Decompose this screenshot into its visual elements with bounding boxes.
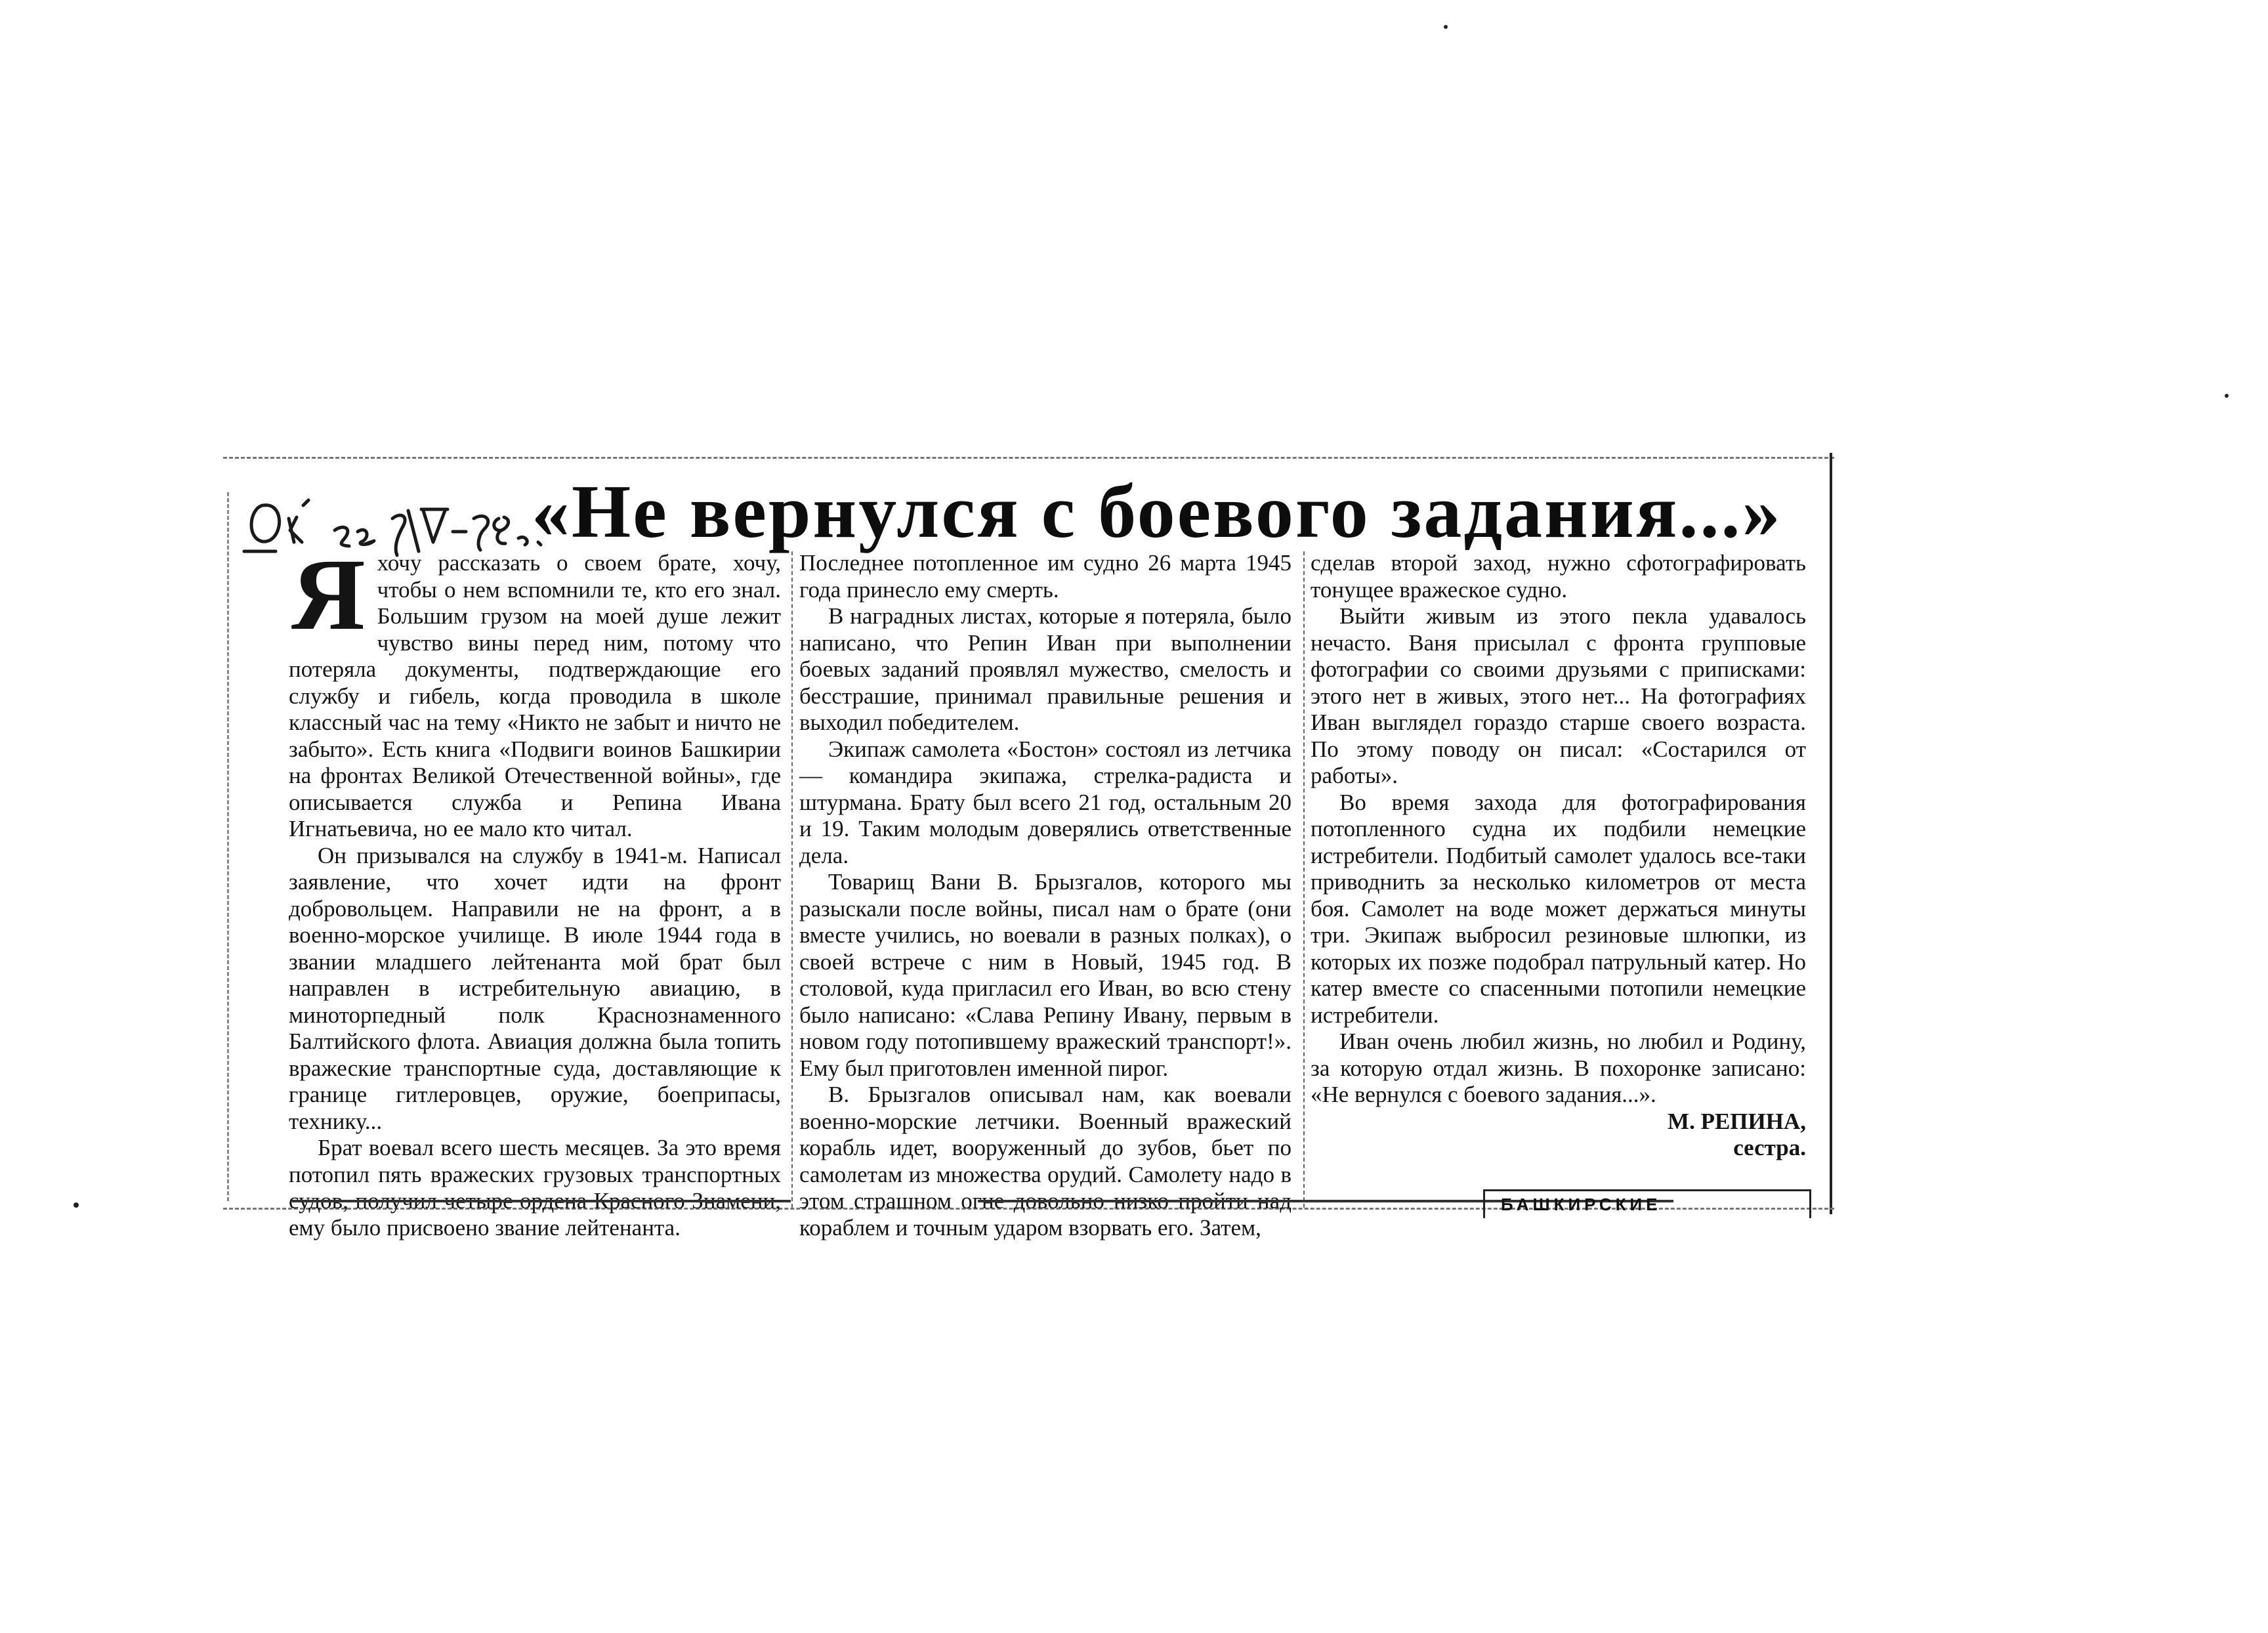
masthead-fragment: БАШКИРСКИЕ xyxy=(1483,1189,1811,1218)
scan-speck xyxy=(1444,25,1448,29)
drop-cap: Я xyxy=(291,538,366,651)
paragraph: Экипаж самолета «Бостон» состоял из летчика — командира экипажа, стрелка-радиста и штурмана. Брату был всего 21 год, остальным 20 и 19. Таким молодым доверялись ответственные дела. xyxy=(799,736,1292,868)
newspaper-clipping xyxy=(223,453,1838,1241)
paragraph: сделав второй заход, нужно сфотографировать тонущее вражеское судно. xyxy=(1311,550,1806,603)
clipping-right-edge xyxy=(1830,453,1832,1214)
column-separator xyxy=(791,551,793,1208)
article-column-2 xyxy=(799,550,1292,1241)
author-signature: М. РЕПИНА, xyxy=(1668,1108,1806,1134)
paragraph: Брат воевал всего шесть месяцев. За это время потопил пять вражеских грузовых транспортных судов, получил четыре ордена Красного Знамени, ему было присвоено звание лейтенанта. xyxy=(289,1135,781,1241)
bottom-rule xyxy=(292,1200,791,1202)
paragraph: Во время захода для фотографирования потопленного судна их подбили немецкие истребители. Подбитый самолет удалось все-таки приводнить за несколько километров от места боя. Самолет на воде может держаться минуты три. Экипаж выбросил резиновые шлюпки, из которых их позже подобрал патрульный катер. Но катер вместе со спасенными потопили немецкие истребители. xyxy=(1311,789,1806,1028)
paragraph: В. Брызгалов описывал нам, как воевали военно-морские летчики. Военный вражеский корабль идет, вооруженный до зубов, бьет по самолетам из множества орудий. Самолету надо в этом страшном огне довольно низко пройти над кораблем и точным ударом взорвать его. Затем, xyxy=(799,1082,1292,1241)
paragraph: Иван очень любил жизнь, но любил и Родину, за которую отдал жизнь. В похоронке записано: «Не вернулся с боевого задания...». xyxy=(1311,1029,1806,1107)
scan-speck xyxy=(2225,394,2229,398)
column-separator xyxy=(1303,551,1305,1208)
author-role: сестра. xyxy=(1733,1135,1806,1160)
paragraph: хочу рассказать о своем брате, хочу, чтобы о нем вспомнили те, кто его знал. Большим грузом на моей душе лежит чувство вины перед ним, потому что потеряла документы, подтверждающие его службу и гибель, когда проводила в школе классный час на тему «Никто не забыт и ничто не забыто». Есть книга «Подвиги воинов Башкирии на фронтах Великой Отечественной войны», где описывается служба и Репина Ивана Игнатьевича, но ее мало кто читал. xyxy=(289,550,781,841)
paragraph: В наградных листах, которые я потеряла, было написано, что Репин Иван при выполнении боевых заданий проявлял мужество, смелость и бесстрашие, принимал правильные решения и выходил победителем. xyxy=(799,603,1292,735)
paragraph: Он призывался на службу в 1941-м. Написал заявление, что хочет идти на фронт добровольцем. Направили не на фронт, а в военно-морское училище. В июле 1944 года в звании младшего лейтенанта мой брат был направлен в истребительную авиацию, в миноторпедный полк Краснознаменного Балтийского флота. Авиация должна была топить вражеские транспортные суда, доставляющие к границе гитлеровцев, оружие, боеприпасы, технику... xyxy=(289,842,781,1134)
article-column-3 xyxy=(1311,550,1806,1162)
paragraph: Выйти живым из этого пекла удавалось нечасто. Ваня присылал с фронта групповые фотографии со своими друзьями с приписками: этого нет в живых, этого нет... На фотографиях Иван выглядел гораздо старше своего возраста. По этому поводу он писал: «Состарился от работы». xyxy=(1311,603,1806,788)
paragraph: Последнее потопленное им судно 26 марта 1945 года принесло ему смерть. xyxy=(799,550,1292,603)
article-column-1 xyxy=(289,538,781,1241)
clipping-top-edge xyxy=(223,457,1834,459)
article-headline: «Не вернулся с боевого задания...» xyxy=(532,470,1782,554)
scan-speck xyxy=(74,1202,79,1208)
clipping-left-edge xyxy=(227,492,229,1201)
paragraph: Товарищ Вани В. Брызгалов, которого мы разыскали после войны, писал нам о брате (они вместе учились, но воевали в разных полках), о своей встрече с ним в Новый, 1945 год. В столовой, куда пригласил его Иван, во всю стену было написано: «Слава Репину Ивану, первым в новом году потопившему вражеский транспорт!». Ему был приготовлен именной пирог. xyxy=(799,869,1292,1081)
